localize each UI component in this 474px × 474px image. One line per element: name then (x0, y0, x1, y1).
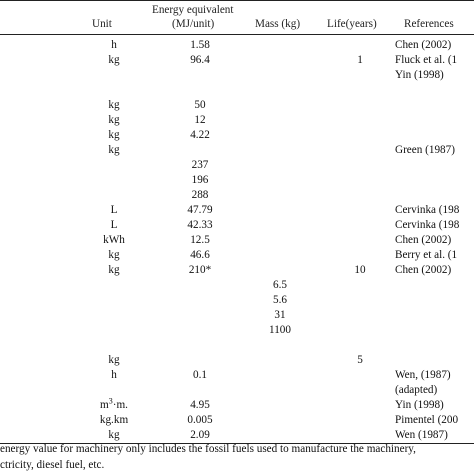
table-row (0, 293, 474, 308)
table-row (0, 203, 474, 218)
cell-energy: 2.09 (190, 429, 210, 441)
table-row (0, 413, 474, 428)
cell-unit: kg (108, 54, 120, 66)
cell-energy: 288 (191, 189, 209, 201)
cell-unit: $m^3\cdot m$. (100, 396, 128, 411)
table-row (0, 278, 474, 293)
cell-energy: 4.22 (190, 129, 210, 141)
table-row (0, 368, 474, 383)
header-life: Life(years) (327, 18, 377, 30)
table-row (0, 233, 474, 248)
cell-reference: Yin (1998) (395, 399, 444, 411)
cell-reference: Berry et al. (1 (395, 249, 458, 261)
table-row (0, 53, 474, 68)
cell-life: 10 (354, 264, 366, 276)
header-energy-line1: Energy equivalent (152, 4, 234, 16)
footnote-line1: energy value for machinery only includes the fossil fuels used to manufacture the machinery, (0, 443, 416, 455)
cell-energy: 1.58 (190, 39, 210, 51)
cell-unit: kg (108, 264, 120, 276)
table-row (0, 113, 474, 128)
table-row (0, 338, 474, 353)
table-row (0, 38, 474, 53)
cell-unit: h (111, 39, 117, 51)
cell-life: 5 (357, 354, 363, 366)
cell-reference: Cervinka (198 (395, 219, 460, 231)
cell-energy: 96.4 (190, 54, 210, 66)
cell-energy: 210* (188, 264, 212, 276)
cell-unit: kg.km (99, 414, 129, 426)
cell-energy: 47.79 (187, 204, 213, 216)
cell-life: 1 (357, 54, 363, 66)
header-energy-line2: (MJ/unit) (172, 18, 215, 30)
header-mass: Mass (kg) (255, 18, 301, 30)
cell-unit: h (111, 369, 117, 381)
cell-energy: 4.95 (190, 399, 210, 411)
cell-energy: 237 (191, 159, 209, 171)
cell-reference: Wen (1987) (395, 429, 448, 441)
cell-reference: Pimentel (200 (395, 414, 459, 426)
table-row (0, 128, 474, 143)
cell-reference: (adapted) (395, 384, 438, 396)
cell-reference: Chen (2002) (395, 264, 452, 276)
table-row (0, 308, 474, 323)
cell-unit: kg (108, 114, 120, 126)
cell-unit: kg (108, 249, 120, 261)
header-references: References (404, 18, 454, 30)
cell-energy: 196 (191, 174, 209, 186)
cell-unit: kg (108, 354, 120, 366)
table-row (0, 158, 474, 173)
table-row (0, 143, 474, 158)
table-row (0, 173, 474, 188)
cell-unit: L (110, 204, 118, 216)
table-row (0, 353, 474, 368)
top-rule (0, 0, 474, 1)
cell-energy: 12 (194, 114, 206, 126)
cell-unit: kg (108, 129, 120, 141)
cell-reference: Yin (1998) (395, 69, 444, 81)
cell-reference: Fluck et al. (1 (395, 54, 458, 66)
cell-unit: kg (108, 144, 120, 156)
table-row (0, 188, 474, 203)
cell-mass: 6.5 (273, 279, 287, 291)
cell-unit: kg (108, 429, 120, 441)
table-row (0, 398, 474, 413)
cell-unit: kWh (103, 234, 125, 246)
cell-energy: 12.5 (190, 234, 210, 246)
table-row (0, 248, 474, 263)
footnote-line2: ctricity, diesel fuel, etc. (0, 459, 105, 471)
header-unit: Unit (92, 18, 112, 30)
table-row (0, 83, 474, 98)
table-row (0, 68, 474, 83)
cell-reference: Cervinka (198 (395, 204, 460, 216)
cell-energy: 0.1 (193, 369, 207, 381)
table-row (0, 383, 474, 398)
table-row (0, 98, 474, 113)
cell-reference: Chen (2002) (395, 234, 452, 246)
cell-energy: 50 (194, 99, 206, 111)
table-row (0, 263, 474, 278)
cell-mass: 5.6 (273, 294, 287, 306)
cell-reference: Green (1987) (395, 144, 455, 156)
cell-reference: Wen, (1987) (395, 369, 451, 381)
cell-mass: 1100 (269, 324, 291, 336)
cell-energy: 0.005 (187, 414, 213, 426)
cell-unit: L (110, 219, 118, 231)
cell-mass: 31 (274, 309, 286, 321)
header-rule (0, 34, 474, 35)
cell-energy: 42.33 (187, 219, 213, 231)
table-row (0, 428, 474, 443)
table-row (0, 218, 474, 233)
cell-reference: Chen (2002) (395, 39, 452, 51)
cell-energy: 46.6 (190, 249, 210, 261)
cell-unit: kg (108, 99, 120, 111)
table-row (0, 323, 474, 338)
